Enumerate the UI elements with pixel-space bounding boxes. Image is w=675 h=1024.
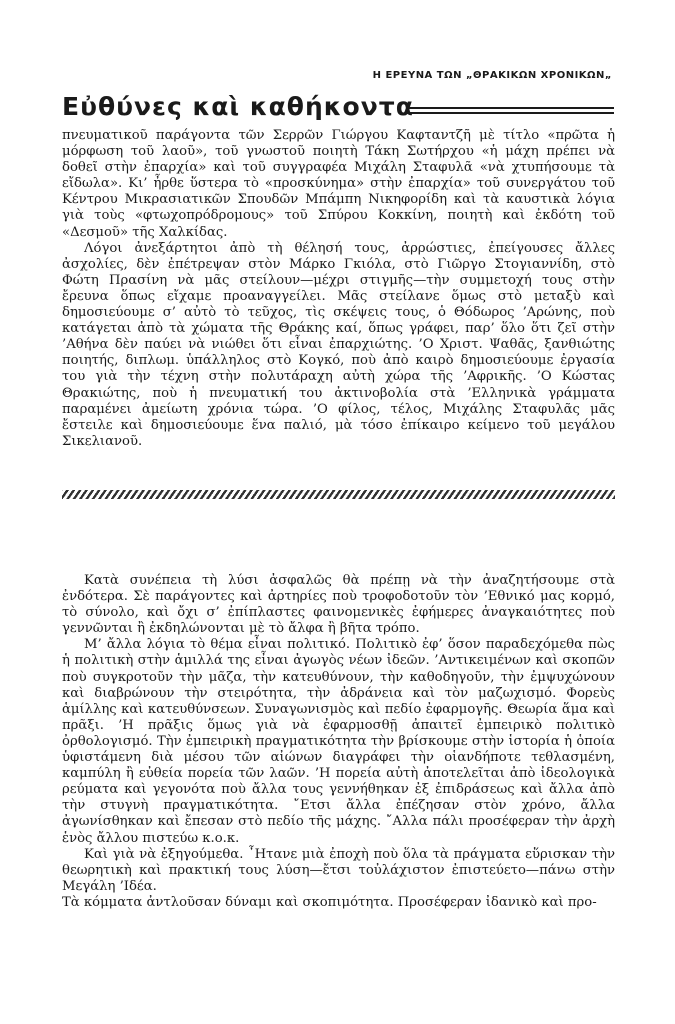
section-2-text [62, 573, 615, 911]
section-1-text [62, 128, 615, 450]
paragraph-2: Λόγοι ἀνεξάρτητοι ἀπὸ τὴ θέλησή τους, ἀρρώστιες, ἐπείγουσες ἄλλες ἀσχολίες, δὲν ἐπέτρεψαν στὸν Μάρκο Γκιόλα, στὸ Γιῶργο Στογιαννίδη, στὸ Φώτη Πρασίνη νὰ μᾶς στείλουν—μέχρι στιγμῆς—τὴν συμμετοχή τους στὴν ἔρευνα ὅπως εἴχαμε προαναγγείλει. Μᾶς στείλανε ὅμως στὸ μεταξὺ καὶ δημοσιεύουμε σ’ αὐτὸ τὸ τεῦχος, τὶς σκέψεις τους, ὁ Θόδωρος ’Αρώνης, ποὺ κατάγεται ἀπὸ τὰ χώματα τῆς Θράκης καί, ὅπως γράφει, παρ’ ὅλο ὅτι ζεῖ στὴν ’Αθήνα δὲν παύει νὰ νιώθει ὅτι εἶναι ἐπαρχιώτης. ’Ο Χριστ. Ψαθᾶς, ξανθιώτης ποιητής, διπλωμ. ὑπάλληλος στὸ Κογκό, ποὺ ἀπὸ καιρὸ δημοσιεύουμε ἐργασία του γιὰ τὴν τέχνη στὴν πολυτάραχη αὐτὴ χώρα τῆς ’Αφρικῆς. ’Ο Κώστας Θρακιώτης, ποὺ ἡ πνευματική του ἀκτινοβολία στὰ ’Ελληνικὰ γράμματα παραμένει ἀμείωτη χρόνια τώρα. ’Ο φίλος, τέλος, Μιχάλης Σταφυλᾶς μᾶς ἔστειλε καὶ δημοσιεύουμε ἕνα παλιό, μὰ τόσο ἐπίκαιρο κείμενο τοῦ μεγάλου Σικελιανοῦ. [62, 240, 615, 449]
title-rule-upper [407, 107, 614, 109]
section-divider [62, 490, 615, 499]
paragraph-1: πνευματικοῦ παράγοντα τῶν Σερρῶν Γιώργου Καφταντζῆ μὲ τίτλο «πρῶτα ἡ μόρφωση τοῦ λαοῦ», τοῦ γνωστοῦ ποιητὴ Τάκη Σωτήρχου «ἡ μάχη πρέπει νὰ δοθεῖ στὴν ἐπαρχία» καὶ τοῦ συγγραφέα Μιχάλη Σταφυλᾶ «νὰ χτυπήσουμε τὰ εἴδωλα». Κι’ ἦρθε ὕστερα τὸ «προσκύνημα» στὴν ἐπαρχία» τοῦ συνεργάτου τοῦ Κέντρου Μικρασιατικῶν Σπουδῶν Μπάμπη Νικηφορίδη καὶ τὰ καυστικὰ λόγια γιὰ τοὺς «φτωχοπρόδρομους» τοῦ Σπύρου Κοκκίνη, ποιητὴ καὶ ἐκδότη τοῦ «Δεσμοῦ» τῆς Χαλκίδας. [62, 128, 615, 240]
running-head: Η ΕΡΕΥΝΑ ΤΩΝ „ΘΡΑΚΙΚΩΝ ΧΡΟΝΙΚΩΝ„ [372, 70, 612, 81]
paragraph-6: Τὰ κόμματα ἀντλοῦσαν δύναμι καὶ σκοπιμότητα. Προσέφεραν ἰδανικὸ καὶ προ- [62, 894, 597, 910]
title-rule-lower [407, 112, 614, 114]
paragraph-4: Μ’ ἄλλα λόγια τὸ θέμα εἶναι πολιτικό. Πολιτικὸ ἐφ’ ὅσον παραδεχόμεθα πὼς ἡ πολιτικὴ στὴν ἁμιλλά της εἶναι ἀγωγὸς νέων ἰδεῶν. ’Αντικειμένων καὶ σκοπῶν ποὺ συγκροτοῦν τὴν μᾶζα, τὴν κατευθύνουν, τὴν καθοδηγοῦν, τὴν ἐμψυχώνουν καὶ διαβρώνουν τὴν στειρότητα, τὴν ἀδράνεια καὶ τὸν μαζωχισμό. Φορεὺς ἁμίλλης καὶ κατευθύνσεων. Συναγωνισμὸς καὶ πεδίο ἐφαρμογῆς. Θεωρία ἅμα καὶ πρᾶξι. ’Η πρᾶξις ὅμως γιὰ νὰ ἐφαρμοσθῇ ἀπαιτεῖ ἐμπειρικὸ πολιτικὸ ὀρθολογισμό. Τὴν ἐμπειρικὴ πραγματικότητα τὴν βρίσκουμε στὴν ἱστορία ἡ ὁποία ὑφιστάμενη διὰ μέσου τῶν αἰώνων διαγράφει τὴν οἱανδήποτε τεθλασμένη, καμπύλη ἢ εὐθεία πορεία τῶν λαῶν. ’Η πορεία αὐτὴ ἀποτελεῖται ἀπὸ ἰδεολογικὰ ρεύματα καὶ γεγονότα ποὺ ἄλλα τους γεννήθηκαν ἐξ ἐπιδράσεως καὶ ἄλλα ἀπὸ τὴν στυγνὴ πραγματικότητα. ῎Ετσι ἄλλα ἐπέζησαν στὸν χρόνο, ἄλλα ἀγωνίσθηκαν καὶ ἔπεσαν στὸ πεδίο τῆς μάχης. ῎Αλλα πάλι προσέφεραν τὴν ἀρχὴ ἑνὸς ἄλλου πιστεύω κ.ο.κ. [62, 637, 615, 846]
paragraph-3: Κατὰ συνέπεια τὴ λύσι ἀσφαλῶς θὰ πρέπῃ νὰ τὴν ἀναζητήσουμε στὰ ἐνδότερα. Σὲ παράγοντες καὶ ἀρτηρίες ποὺ τροφοδοτοῦν τὸν ’Εθνικό μας κορμό, τὸ σύνολο, καὶ ὄχι σ’ ἐπίπλαστες φαινομενικὲς ἐφήμερες ἀναγκαιότητες ποὺ γεννῶνται ἢ ἐκδηλώνονται μὲ τὸ ἄλφα ἢ βῆτα τρόπο. [62, 573, 615, 637]
paragraph-5: Καὶ γιὰ νὰ ἐξηγούμεθα. ῏Ητανε μιὰ ἐποχὴ ποὺ ὅλα τὰ πράγματα εὕρισκαν τὴν θεωρητικὴ καὶ πρακτική τους λύση—ἔτσι τοὐλάχιστον ἐπιστεύετο—πάνω στὴν Μεγάλη ’Ιδέα. [62, 846, 615, 894]
title-row [62, 92, 614, 128]
article-title: Εὐθύνες καὶ καθήκοντα [62, 92, 414, 121]
